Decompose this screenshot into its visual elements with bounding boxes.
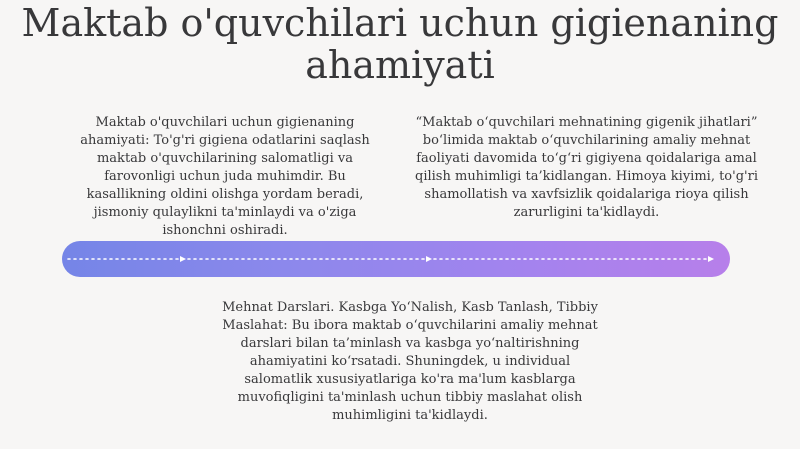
text-block-left: Maktab o'quvchilari uchun gigienaning ahamiyati: To'g'ri gigiena odatlarini saqlash maktab o'quvchilarining salomatligi va farovonligi uchun juda muhimdir. Bu kasallikning oldini olishga yordam beradi, jismoniy qulaylikni ta'minlaydi va o'ziga ishonchni oshiradi.	[80, 115, 370, 238]
text-block-bottom: Mehnat Darslari. Kasbga Yo‘Nalish, Kasb Tanlash, Tibbiy Maslahat: Bu ibora maktab o‘quvchilarini amaliy mehnat darslari bilan ta’minlash va kasbga yo‘naltirishning ahamiyatini ko‘rsatadi. Shuningdek, u individual salomatlik xususiyatlariga ko'ra ma'lum kasblarga muvofiqligini ta'minlash uchun tibbiy maslahat olish muhimligini ta'kidlaydi.	[222, 300, 598, 423]
text-block-right: “Maktab o‘quvchilari mehnatining gigenik jihatlari” bo‘limida maktab o‘quvchilarining amaliy mehnat faoliyati davomida to‘g‘ri gigiyena qoidalariga amal qilish muhimligi ta’kidlangan. Himoya kiyimi, to'g'ri shamollatish va xavfsizlik qoidalariga rioya qilish zarurligini ta'kidlaydi.	[415, 115, 758, 220]
timeline-arrows	[62, 241, 730, 277]
arrow-icon	[708, 256, 714, 262]
timeline-bar	[62, 241, 730, 277]
arrow-icon	[180, 256, 186, 262]
page-title: Maktab o'quvchilari uchun gigienaning ahamiyati	[21, 1, 779, 87]
arrow-icon	[426, 256, 432, 262]
